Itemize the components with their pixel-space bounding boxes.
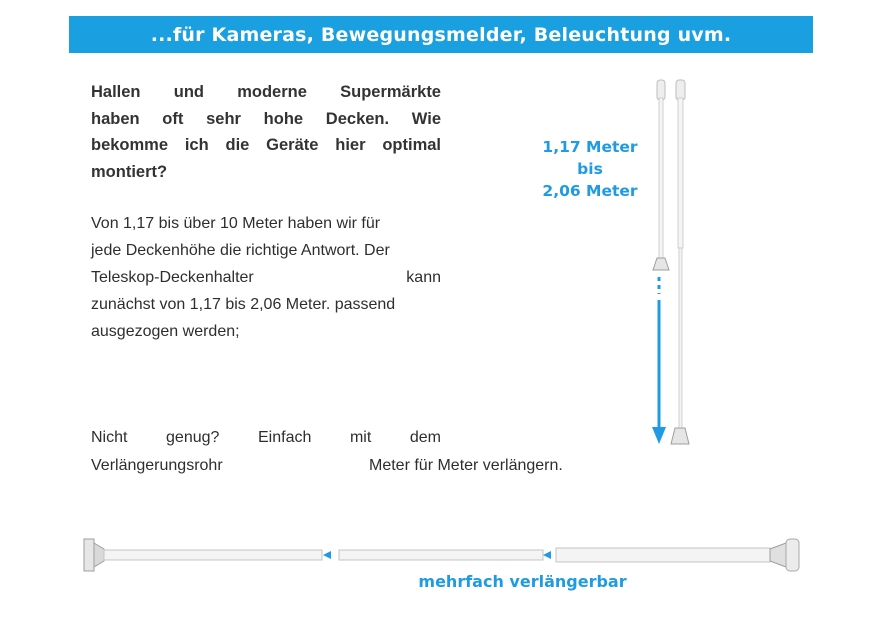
extension-line-start: Verlängerungsrohr (91, 457, 223, 474)
question-line: bekomme ich die Geräte hier optimal (91, 136, 441, 154)
body-line (91, 215, 380, 233)
extension-poles-illustration (80, 535, 805, 575)
intro-question (91, 79, 441, 185)
body-line (91, 296, 395, 314)
body-line (91, 323, 240, 341)
body-line (91, 269, 441, 287)
extension-line: Nicht genug? Einfach mit dem (91, 429, 441, 446)
body-line (91, 242, 390, 260)
measurement-min: 1,17 Meter (542, 138, 638, 156)
measurement-connector: bis (577, 160, 603, 178)
extension-line-end: Meter für Meter verlängern. (369, 457, 563, 474)
measurement-max: 2,06 Meter (542, 182, 638, 200)
question-line: montiert? (91, 162, 168, 181)
body-text: Teleskop-Deckenhalter kann (91, 269, 441, 286)
body-text: ausgezogen werden; (91, 323, 240, 340)
header-banner: ...für Kameras, Bewegungsmelder, Beleuchtung uvm. (69, 16, 813, 53)
question-line: haben oft sehr hohe Decken. Wie (91, 109, 441, 128)
question-line: Hallen und moderne Supermärkte (91, 83, 441, 101)
extension-caption: mehrfach verlängerbar (418, 572, 627, 591)
body-text: jede Deckenhöhe die richtige Antwort. Der (91, 242, 390, 259)
body-text: zunächst von 1,17 bis 2,06 Meter. passend (91, 296, 396, 313)
body-text: Von 1,17 bis über 10 Meter haben wir für (91, 215, 381, 232)
measurement-label (540, 136, 640, 202)
telescopic-mount-illustration (640, 72, 710, 452)
